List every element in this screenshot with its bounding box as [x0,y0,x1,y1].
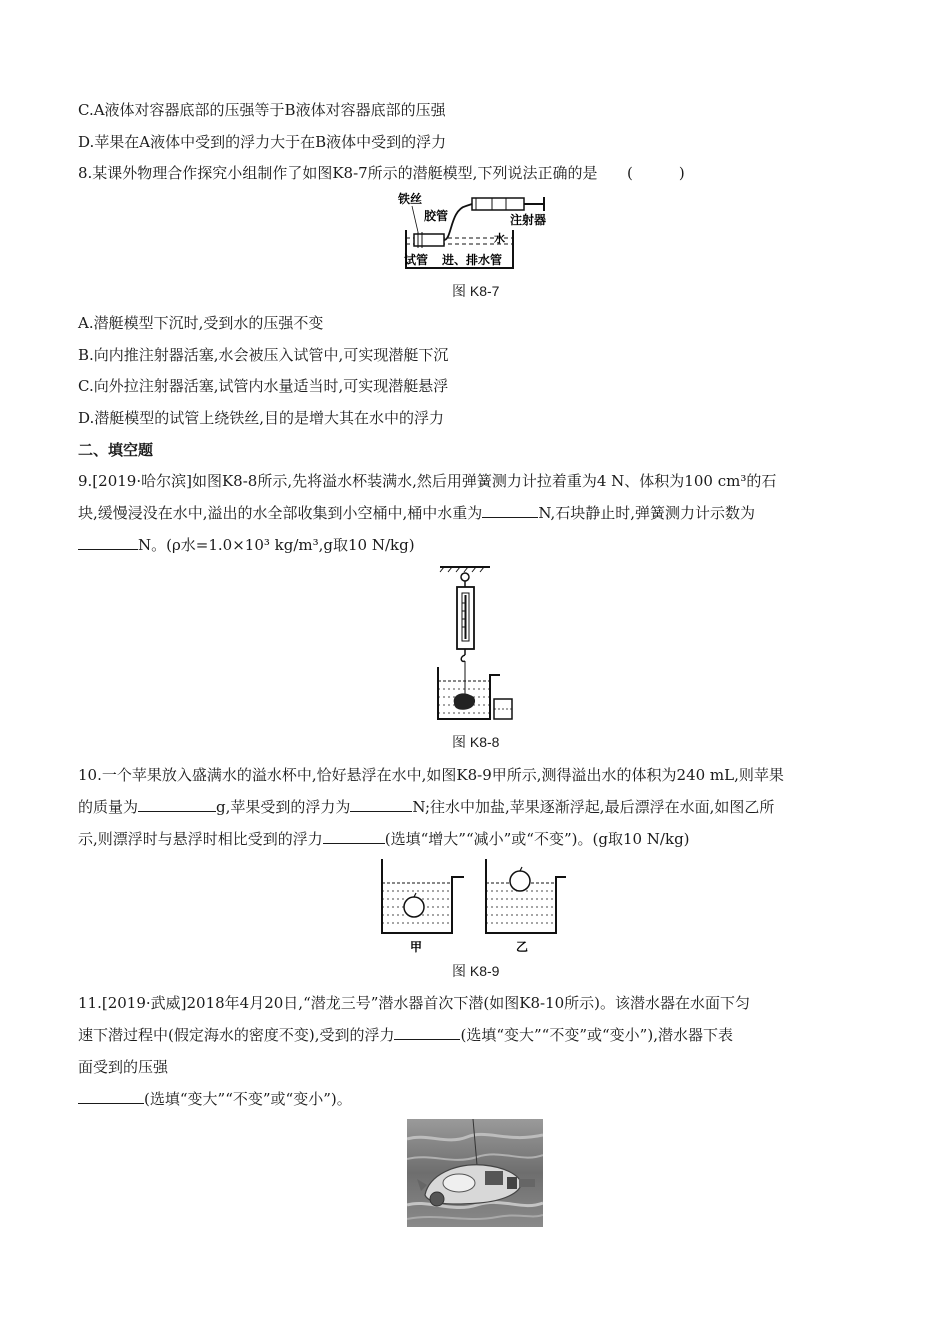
q10-line-2 [78,797,774,817]
q11-text-b: (选填“变大”“不变”或“变小”),潜水器下表 [460,1026,733,1044]
q11-line-1: 11.[2019·武威]2018年4月20日,“潜龙三号”潜水器首次下潜(如图K8-10所示)。该潜水器在水面下匀 [78,994,751,1012]
q8-option-a: A.潜艇模型下沉时,受到水的压强不变 [78,314,324,332]
q9-line-2 [78,503,755,523]
q9-blank-2[interactable] [78,535,138,550]
q9-text-c: N。(ρ水=1.0×10³ kg/m³,g取10 N/kg) [138,536,415,554]
q11-text-a: 速下潜过程中(假定海水的密度不变),受到的浮力 [78,1026,395,1044]
q7-option-d: D.苹果在A液体中受到的浮力大于在B液体中受到的浮力 [78,133,447,151]
q8-answer-paren-close: ) [678,164,685,182]
q11-line-3: 面受到的压强 [78,1058,169,1076]
q8-answer-paren-open: ( [627,164,633,182]
q10-text-b: g,苹果受到的浮力为 [216,798,351,816]
fig-k8-9-label-right: 乙 [516,940,529,954]
figure-k8-7 [396,190,558,272]
q7-option-c: C.A液体对容器底部的压强等于B液体对容器底部的压强 [78,101,446,119]
q10-text-c: N;往水中加盐,苹果逐渐浮起,最后漂浮在水面,如图乙所 [412,798,775,816]
figure-caption-k8-7: 图 K8-7 [452,283,500,299]
q11-blank-2[interactable] [78,1089,144,1104]
q8-option-b: B.向内推注射器活塞,水会被压入试管中,可实现潜艇下沉 [78,346,449,364]
q9-line-3 [78,535,415,555]
fig-k8-7-label-wire: 铁丝 [398,192,423,206]
q9-text-a: 块,缓慢浸没在水中,溢出的水全部收集到小空桶中,桶中水重为 [78,504,483,522]
q11-line-2 [78,1025,733,1045]
fig-k8-7-label-pipe: 进、排水管 [442,253,503,267]
figure-k8-9 [378,855,568,955]
q9-line-1: 9.[2019·哈尔滨]如图K8-8所示,先将溢水杯装满水,然后用弹簧测力计拉着重为4 N、体积为100 cm³的石 [78,472,777,490]
fig-k8-7-label-hose: 胶管 [424,209,449,223]
q8-stem-text: 8.某课外物理合作探究小组制作了如图K8-7所示的潜艇模型,下列说法正确的是 [78,164,598,182]
q10-text-e: (选填“增大”“减小”或“不变”)。(g取10 N/kg) [384,830,690,848]
q9-text-b: N,石块静止时,弹簧测力计示数为 [538,504,756,522]
q11-text-c: (选填“变大”“不变”或“变小”)。 [144,1090,352,1108]
section-title: 二、填空题 [78,441,154,459]
figure-k8-10-photo [407,1119,543,1227]
fig-k8-7-label-tube: 试管 [404,253,429,267]
q8-option-c: C.向外拉注射器活塞,试管内水量适当时,可实现潜艇悬浮 [78,377,449,395]
q10-blank-2[interactable] [350,797,412,812]
figure-k8-8 [432,563,522,723]
q9-blank-1[interactable] [482,503,538,518]
q10-text-d: 示,则漂浮时与悬浮时相比受到的浮力 [78,830,323,848]
fig-k8-7-label-syringe: 注射器 [510,213,547,227]
figure-caption-k8-8: 图 K8-8 [452,734,500,750]
q11-blank-1[interactable] [394,1025,460,1040]
figure-caption-k8-9: 图 K8-9 [452,963,500,979]
fig-k8-9-label-left: 甲 [410,940,423,954]
q11-line-4 [78,1089,352,1109]
q10-blank-1[interactable] [138,797,216,812]
q8-option-d: D.潜艇模型的试管上绕铁丝,目的是增大其在水中的浮力 [78,409,445,427]
q10-line-1: 10.一个苹果放入盛满水的溢水杯中,恰好悬浮在水中,如图K8-9甲所示,测得溢出水的体积为240 mL,则苹果 [78,766,784,784]
q10-line-3 [78,829,690,849]
q10-blank-3[interactable] [323,829,385,844]
q10-text-a: 的质量为 [78,798,139,816]
q8-stem [78,163,685,183]
fig-k8-7-label-water: 水 [494,232,505,245]
